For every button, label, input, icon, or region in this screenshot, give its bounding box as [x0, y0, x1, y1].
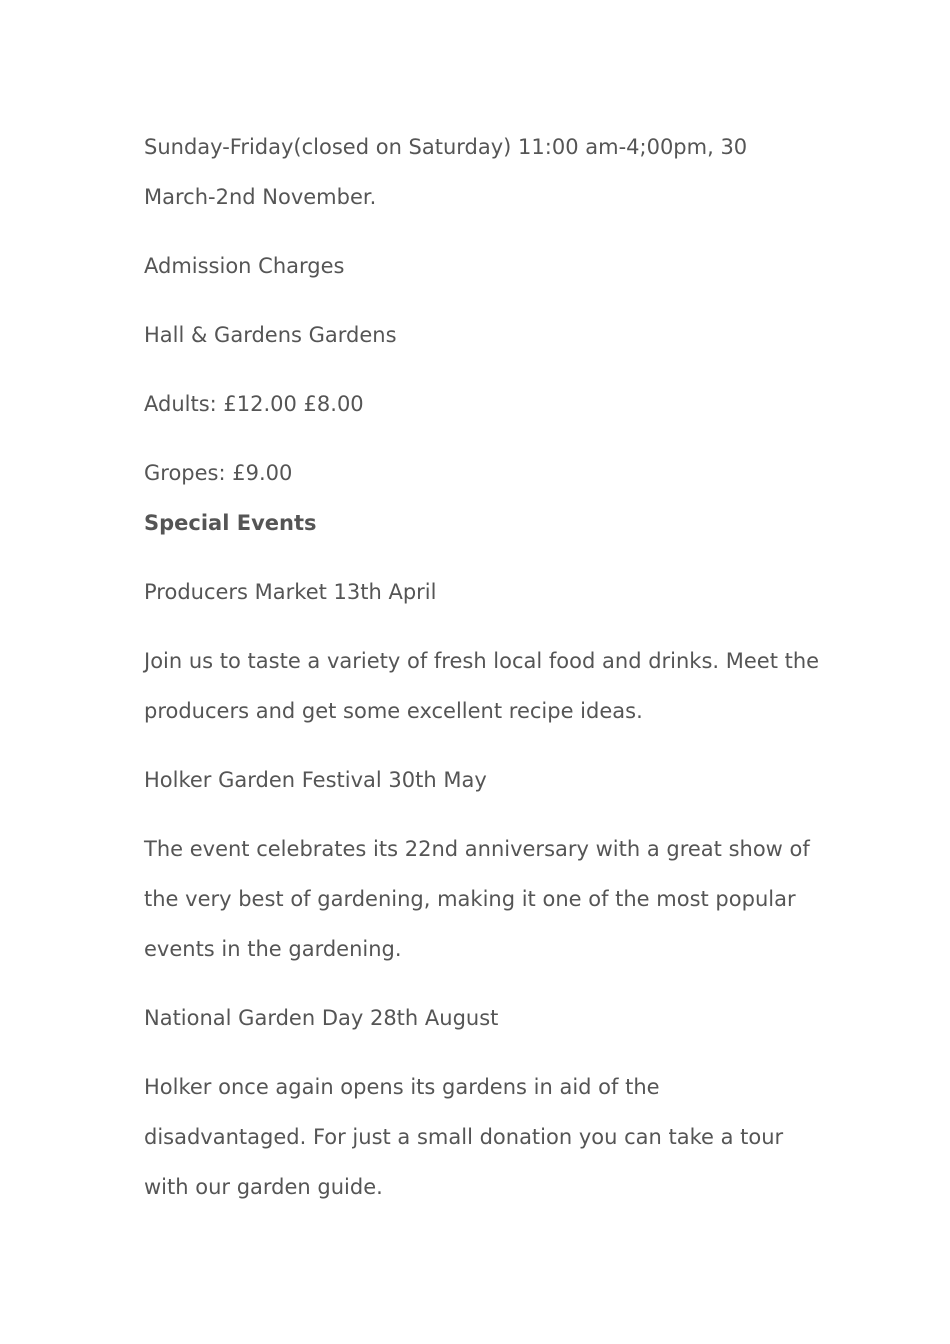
opening-hours: Sunday-Friday(closed on Saturday) 11:00 am-4;00pm, 30 March-2nd November.: [144, 135, 748, 209]
event-title: Holker Garden Festival 30th May: [144, 768, 487, 792]
event-title: National Garden Day 28th August: [144, 1006, 499, 1030]
document-page: [144, 122, 824, 1212]
admission-adults: Adults: £12.00 £8.00: [144, 392, 364, 416]
special-events-title: Special Events: [144, 511, 317, 535]
event-description: Holker once again opens its gardens in aid of the disadvantaged. For just a small donation you can take a tour with our garden guide.: [144, 1075, 784, 1199]
event-description: Join us to taste a variety of fresh local food and drinks. Meet the producers and get some excellent recipe ideas.: [144, 649, 820, 723]
event-description: The event celebrates its 22nd anniversary with a great show of the very best of gardening, making it one of the most popular events in the gardening.: [144, 837, 810, 961]
admission-title: Admission Charges: [144, 254, 345, 278]
event-title: Producers Market 13th April: [144, 580, 437, 604]
admission-columns: Hall & Gardens Gardens: [144, 323, 397, 347]
admission-groups: Gropes: £9.00: [144, 461, 293, 485]
